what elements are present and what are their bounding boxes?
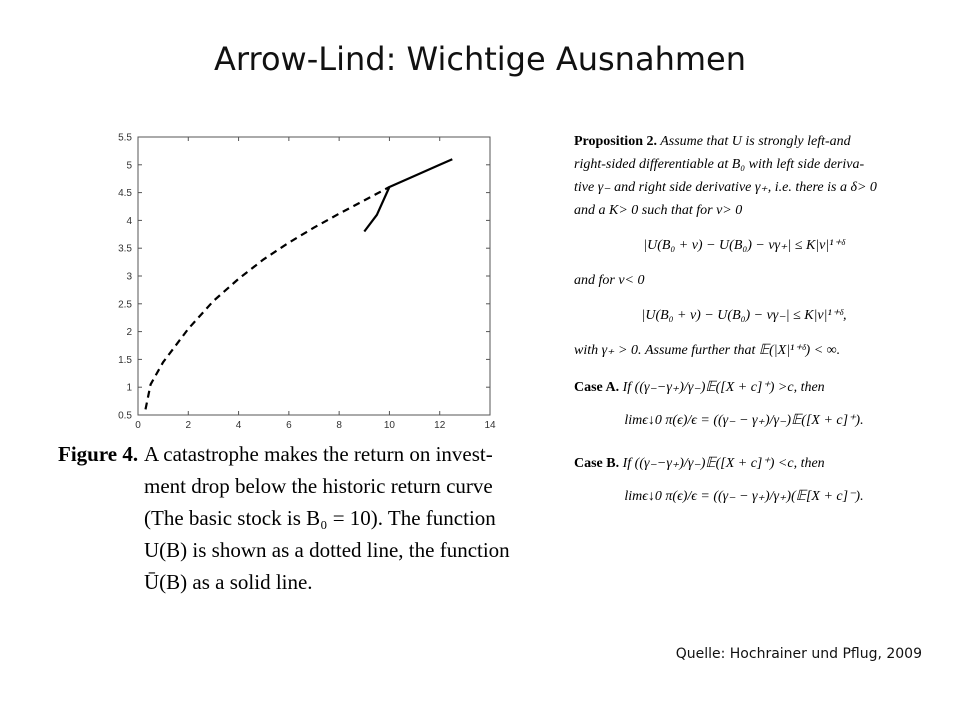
x-tick-label: 12 [434, 420, 446, 430]
y-tick-label: 4 [126, 215, 132, 227]
case-a-equation: limϵ↓0 π(ϵ)/ϵ = ((γ₋ − γ₊)/γ₋)𝔼([X + c]⁺). [624, 413, 864, 428]
y-tick-label: 5 [126, 160, 132, 172]
proposition-and-for: and for v< 0 [574, 273, 645, 288]
x-tick-label: 6 [286, 420, 292, 430]
case-b-equation: limϵ↓0 π(ϵ)/ϵ = ((γ₋ − γ₊)/γ₊)(𝔼[X + c]⁻). [624, 489, 864, 504]
figure-caption-line: U(B) is shown as a dotted line, the function [144, 538, 510, 562]
figure-caption-line: (The basic stock is B₀ = 10). The function [144, 506, 496, 530]
y-tick-label: 2 [126, 327, 132, 339]
source-citation: Quelle: Hochrainer und Pflug, 2009 [675, 646, 922, 662]
y-tick-label: 3 [126, 271, 132, 283]
return-curve-chart [100, 125, 500, 430]
figure-caption-line: ment drop below the historic return curve [144, 474, 493, 498]
y-tick-label: 2.5 [118, 299, 132, 311]
case-b-condition: If ((γ₋−γ₊)/γ₋)𝔼([X + c]⁺) <c, then [622, 456, 825, 471]
proposition-heading: Proposition 2. [574, 134, 657, 149]
y-tick-label: 1 [126, 382, 132, 394]
case-a-condition: If ((γ₋−γ₊)/γ₋)𝔼([X + c]⁺) >c, then [622, 380, 825, 395]
case-b-label: Case B. [574, 456, 620, 471]
proposition-intro-line: right-sided differentiable at B₀ with left side deriva- [574, 157, 865, 172]
x-tick-label: 2 [185, 420, 192, 430]
equation-left-derivative: |U(B₀ + v) − U(B₀) − vγ₋| ≤ K|v|¹⁺ᵟ, [641, 308, 847, 323]
proposition-intro-line: and a K> 0 such that for v> 0 [574, 203, 743, 218]
solid-curve-u-bar [364, 159, 452, 231]
x-tick-label: 14 [484, 420, 496, 430]
proposition-intro-line: Assume that U is strongly left-and [660, 134, 851, 149]
proposition-block [574, 130, 914, 518]
x-tick-label: 10 [383, 420, 395, 430]
dotted-curve-u [146, 187, 390, 409]
y-tick-label: 1.5 [118, 354, 132, 366]
proposition-intro-line: tive γ₋ and right side derivative γ₊, i.e. there is a δ> 0 [574, 180, 877, 195]
x-tick-label: 4 [235, 420, 242, 430]
y-tick-label: 5.5 [118, 132, 132, 144]
figure-caption-line: Ū(B) as a solid line. [144, 570, 313, 594]
x-tick-label: 8 [336, 420, 342, 430]
y-tick-label: 0.5 [118, 410, 132, 422]
figure-caption-label: Figure 4. [58, 442, 139, 466]
slide-title: Arrow-Lind: Wichtige Ausnahmen [214, 40, 746, 78]
plot-frame [138, 137, 490, 415]
case-a-label: Case A. [574, 380, 620, 395]
proposition-with: with γ₊ > 0. Assume further that 𝔼(|X|¹⁺ᵟ) < ∞. [574, 343, 841, 358]
y-tick-label: 3.5 [118, 243, 132, 255]
equation-right-derivative: |U(B₀ + v) − U(B₀) − vγ₊| ≤ K|v|¹⁺ᵟ [643, 238, 845, 253]
figure-caption-line: A catastrophe makes the return on invest- [144, 442, 493, 466]
y-tick-label: 4.5 [118, 188, 132, 200]
x-tick-label: 0 [135, 420, 141, 430]
